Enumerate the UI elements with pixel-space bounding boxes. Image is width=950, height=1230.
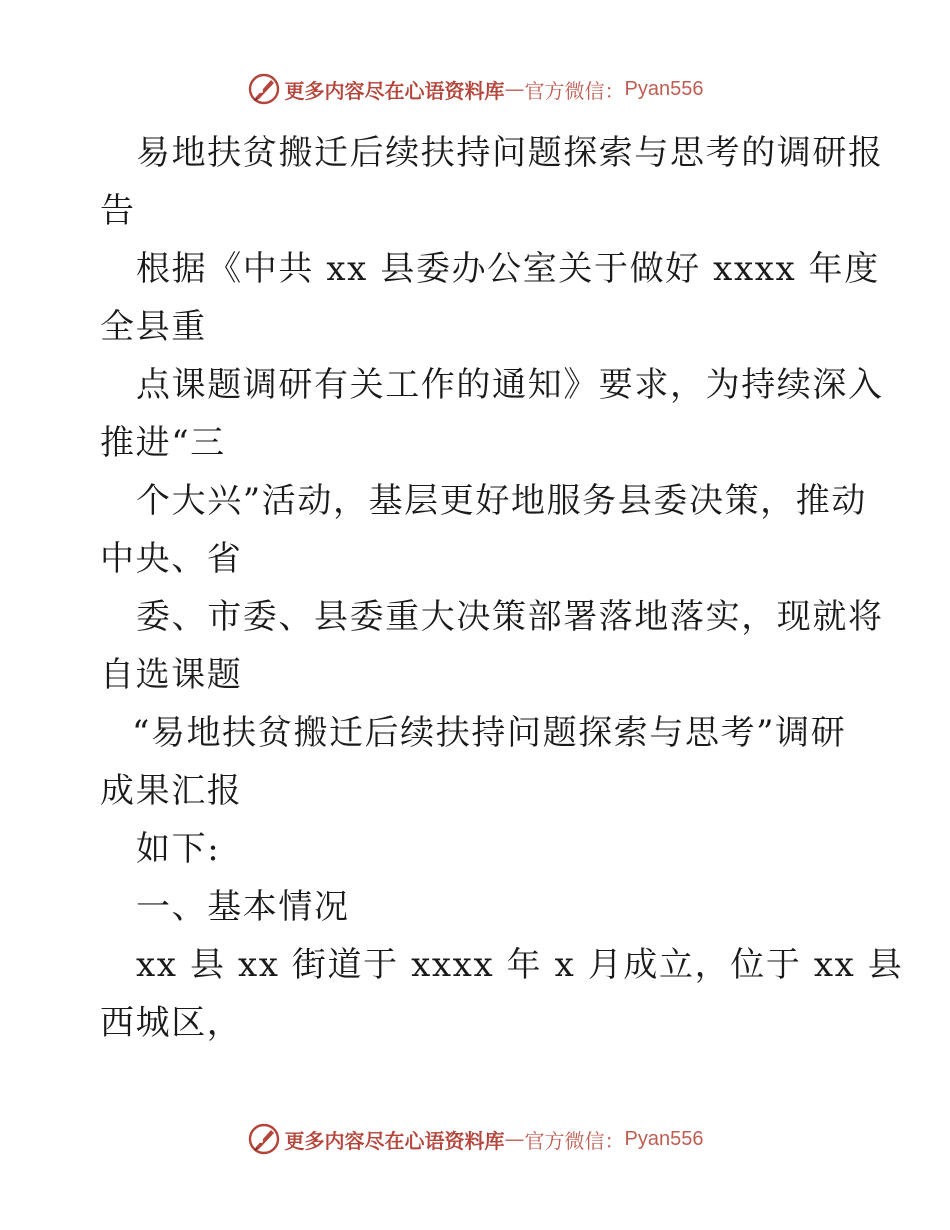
paragraph-line: 如下:	[136, 829, 221, 869]
title-line-1: 易地扶贫搬迁后续扶持问题探索与思考的调研报	[136, 133, 884, 173]
paragraph-line: “易地扶贫搬迁后续扶持问题探索与思考”调研	[132, 713, 847, 753]
watermark-main-text: 更多内容尽在心语资料库	[284, 1128, 505, 1153]
paragraph-line: 自选课题	[100, 655, 243, 695]
watermark-id: Pyan556	[624, 77, 704, 100]
paragraph-line: 委、市委、县委重大决策部署落地落实，现就将	[136, 597, 884, 637]
paragraph-line: 西城区，	[100, 1003, 243, 1043]
watermark-footer	[0, 1122, 950, 1156]
paragraph-line: 点课题调研有关工作的通知》要求，为持续深入	[136, 365, 884, 405]
watermark-dash: —	[504, 77, 525, 101]
section-heading: 一、基本情况	[136, 887, 350, 927]
pen-logo-icon	[247, 1122, 281, 1156]
pen-logo-icon	[247, 72, 281, 106]
watermark-main-text: 更多内容尽在心语资料库	[284, 78, 505, 103]
watermark-dash: —	[504, 1127, 525, 1151]
title-line-2: 告	[100, 191, 136, 231]
paragraph-line: 成果汇报	[100, 771, 243, 811]
paragraph-line: 全县重	[100, 307, 207, 347]
document-body	[100, 124, 904, 1052]
paragraph-line: 推进“三	[100, 423, 226, 463]
paragraph-line: 个大兴”活动，基层更好地服务县委决策，推动	[136, 481, 867, 521]
watermark-header	[0, 72, 950, 106]
watermark-id: Pyan556	[624, 1127, 704, 1150]
watermark-sub-text: 官方微信：	[524, 78, 625, 103]
paragraph-line: 中央、省	[100, 539, 243, 579]
paragraph-line: 根据《中共 xx 县委办公室关于做好 xxxx 年度	[136, 249, 880, 289]
paragraph-line: xx 县 xx 街道于 xxxx 年 x 月成立，位于 xx 县	[136, 945, 904, 985]
watermark-sub-text: 官方微信：	[524, 1128, 625, 1153]
